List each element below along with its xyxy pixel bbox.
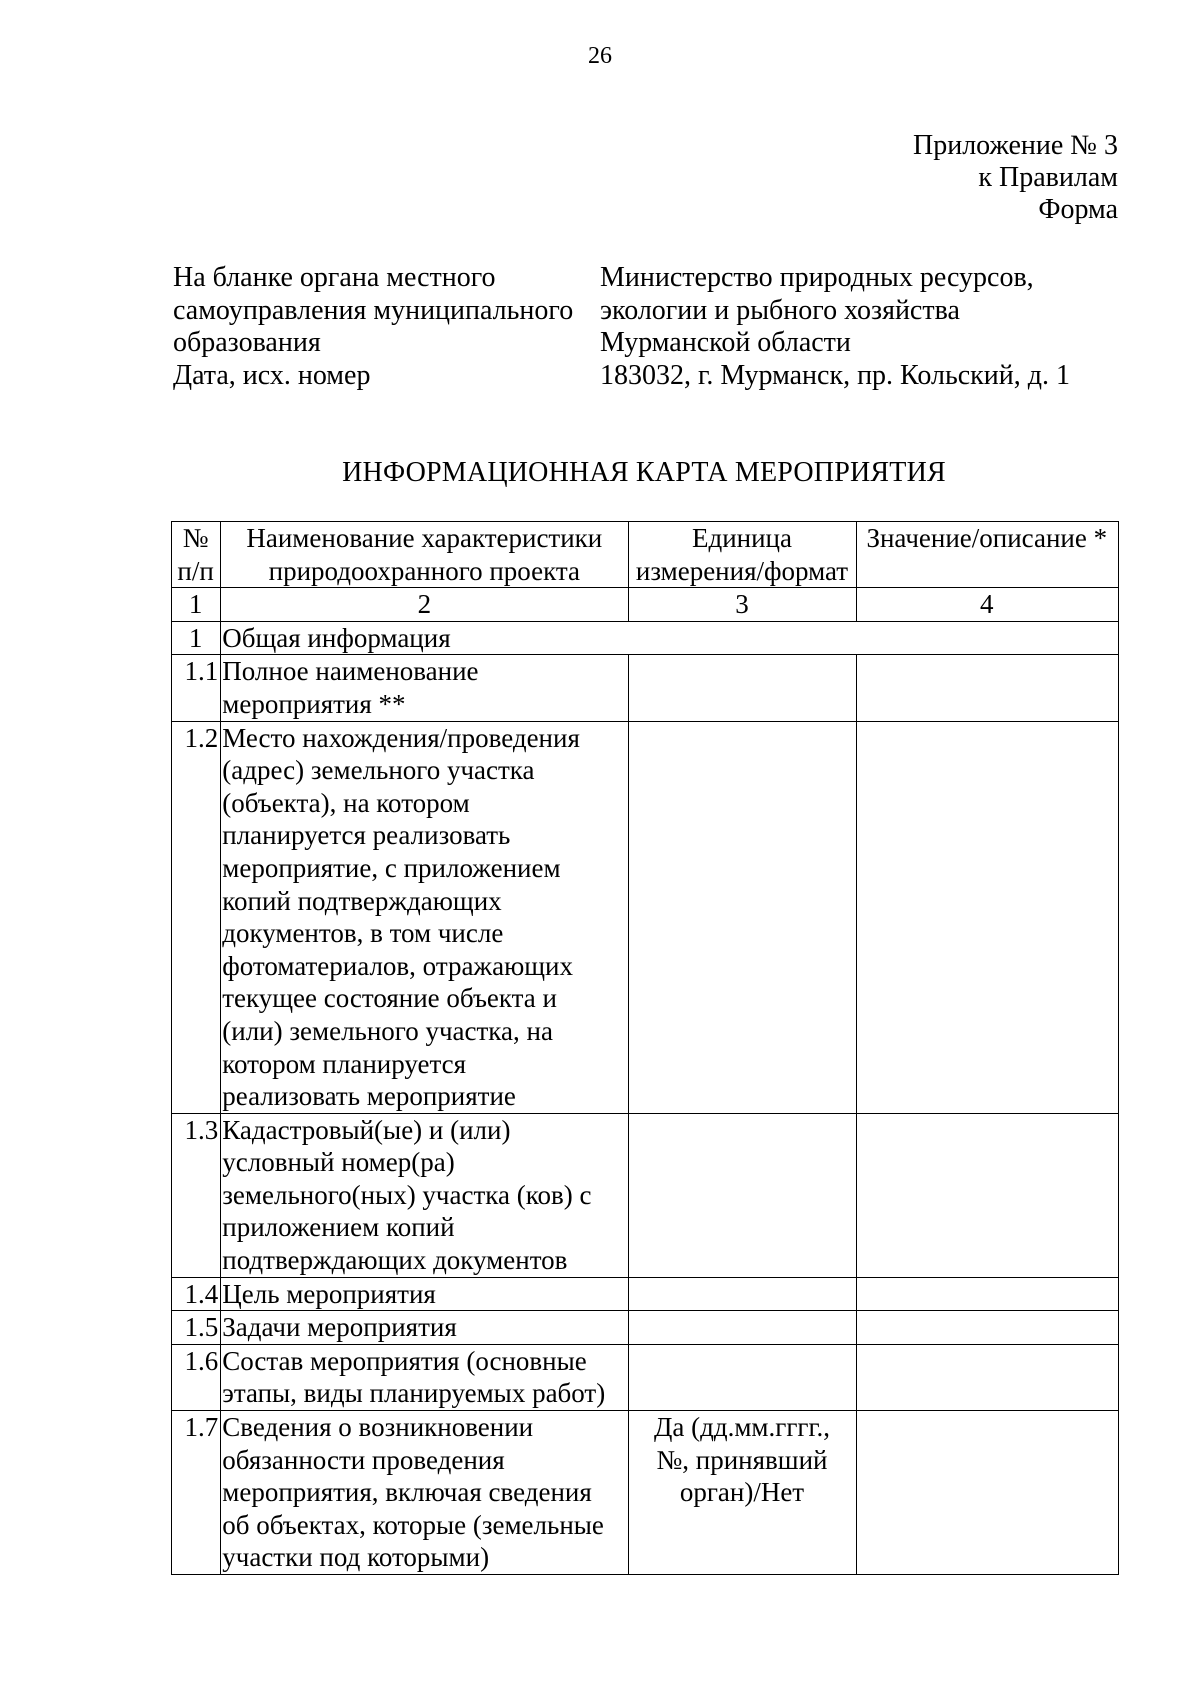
table-body [172,522,1119,1575]
row-number: 1.6 [172,1344,221,1410]
row-characteristic [221,655,629,721]
characteristic-line: Задачи мероприятия [222,1312,457,1343]
row-characteristic [221,1277,629,1311]
header-text: п/п [177,555,214,586]
row-unit [629,1277,856,1311]
row-value [856,655,1118,721]
characteristic-line: реализовать мероприятие [222,1081,516,1112]
row-number: 1.4 [172,1277,221,1311]
row-unit [629,1311,856,1345]
row-value [856,1113,1118,1277]
characteristic-line: этапы, виды планируемых работ) [222,1378,606,1409]
row-characteristic [221,1113,629,1277]
row-value [856,1411,1118,1575]
characteristic-line: мероприятия, включая сведения [222,1477,592,1508]
row-number: 1.3 [172,1113,221,1277]
characteristic-line: котором планируется [222,1048,467,1079]
column-number: 3 [629,588,856,622]
characteristic-line: подтверждающих документов [222,1245,568,1276]
row-unit [629,1113,856,1277]
characteristic-line: приложением копий [222,1212,455,1243]
row-value [856,721,1118,1113]
characteristic-line: участки под которыми) [222,1542,490,1573]
row-number: 1.1 [172,655,221,721]
table-row [172,1411,1119,1575]
characteristic-line: мероприятия ** [222,688,406,719]
row-number: 1.7 [172,1411,221,1575]
info-card-table [171,521,1119,1575]
header-text: № [182,523,209,553]
characteristic-line: обязанности проведения [222,1444,505,1475]
characteristic-line: фотоматериалов, отражающих [222,950,573,981]
characteristic-line: планируется реализовать [222,820,511,851]
row-value [856,1344,1118,1410]
row-characteristic [221,721,629,1113]
sender-line: Дата, исх. номер [173,359,371,391]
characteristic-line: Состав мероприятия (основные [222,1345,587,1376]
recipient-block [600,262,1070,392]
unit-line: орган)/Нет [679,1477,805,1508]
recipient-line: Мурманской области [600,327,851,358]
header-text: измерения/формат [635,555,849,586]
row-characteristic [221,1411,629,1575]
recipient-line: Министерство природных ресурсов, [600,262,1034,293]
characteristic-line: (или) земельного участка, на [222,1015,553,1046]
row-value [856,1277,1118,1311]
row-unit [629,721,856,1113]
row-characteristic [221,1311,629,1345]
appendix-line: к Правилам [978,162,1118,193]
characteristic-line: Место нахождения/проведения [222,722,580,753]
characteristic-line: Цель мероприятия [222,1278,436,1309]
document-title: ИНФОРМАЦИОННАЯ КАРТА МЕРОПРИЯТИЯ [342,457,946,488]
row-value [856,1311,1118,1345]
table-header-row [172,522,1119,588]
header-num [172,522,221,588]
row-number: 1.5 [172,1311,221,1345]
section-label: Общая информация [221,621,1119,655]
header-unit [629,522,856,588]
column-number: 1 [172,588,221,622]
characteristic-line: (адрес) земельного участка [222,755,535,786]
row-unit [629,655,856,721]
unit-line: №, принявший [656,1444,828,1475]
row-number: 1.2 [172,721,221,1113]
sender-block [173,262,573,392]
page-number: 26 [588,43,612,69]
characteristic-line: текущее состояние объекта и [222,983,557,1014]
header-text: Значение/описание * [866,523,1108,553]
characteristic-line: копий подтверждающих [222,885,502,916]
appendix-line: Форма [1038,194,1118,225]
sender-line: На бланке органа местного [173,262,496,293]
table-row [172,655,1119,721]
characteristic-line: (объекта), на котором [222,787,470,818]
characteristic-line: Сведения о возникновении [222,1412,534,1443]
sender-line: самоуправления муниципального [173,294,574,326]
column-number: 2 [221,588,629,622]
header-value [856,522,1118,588]
characteristic-line: условный номер(ра) [222,1147,455,1178]
unit-line: Да (дд.мм.гггг., [653,1412,830,1443]
table-row [172,1113,1119,1277]
section-number: 1 [172,621,221,655]
recipient-line: 183032, г. Мурманск, пр. Кольский, д. 1 [600,359,1070,391]
header-text: Наименование характеристики [246,523,603,553]
row-unit [629,1344,856,1410]
section-row [172,621,1119,655]
characteristic-line: мероприятие, с приложением [222,852,561,883]
characteristic-line: земельного(ных) участка (ков) с [222,1179,592,1210]
appendix-line: Приложение № 3 [913,130,1118,161]
sender-line: образования [173,327,321,358]
table-row [172,1344,1119,1410]
recipient-line: экологии и рыбного хозяйства [600,294,960,326]
table-row [172,1277,1119,1311]
table-row [172,721,1119,1113]
header-text: природоохранного проекта [268,555,580,586]
characteristic-line: Полное наименование [222,656,479,687]
column-number-row [172,588,1119,622]
header-text: Единица [691,523,792,553]
appendix-block [913,130,1118,226]
characteristic-line: об объектах, которые (земельные [222,1509,604,1540]
column-number: 4 [856,588,1118,622]
table-row [172,1311,1119,1345]
characteristic-line: документов, в том числе [222,918,504,949]
characteristic-line: Кадастровый(ые) и (или) [222,1114,511,1145]
row-unit [629,1411,856,1575]
row-characteristic [221,1344,629,1410]
header-name [221,522,629,588]
